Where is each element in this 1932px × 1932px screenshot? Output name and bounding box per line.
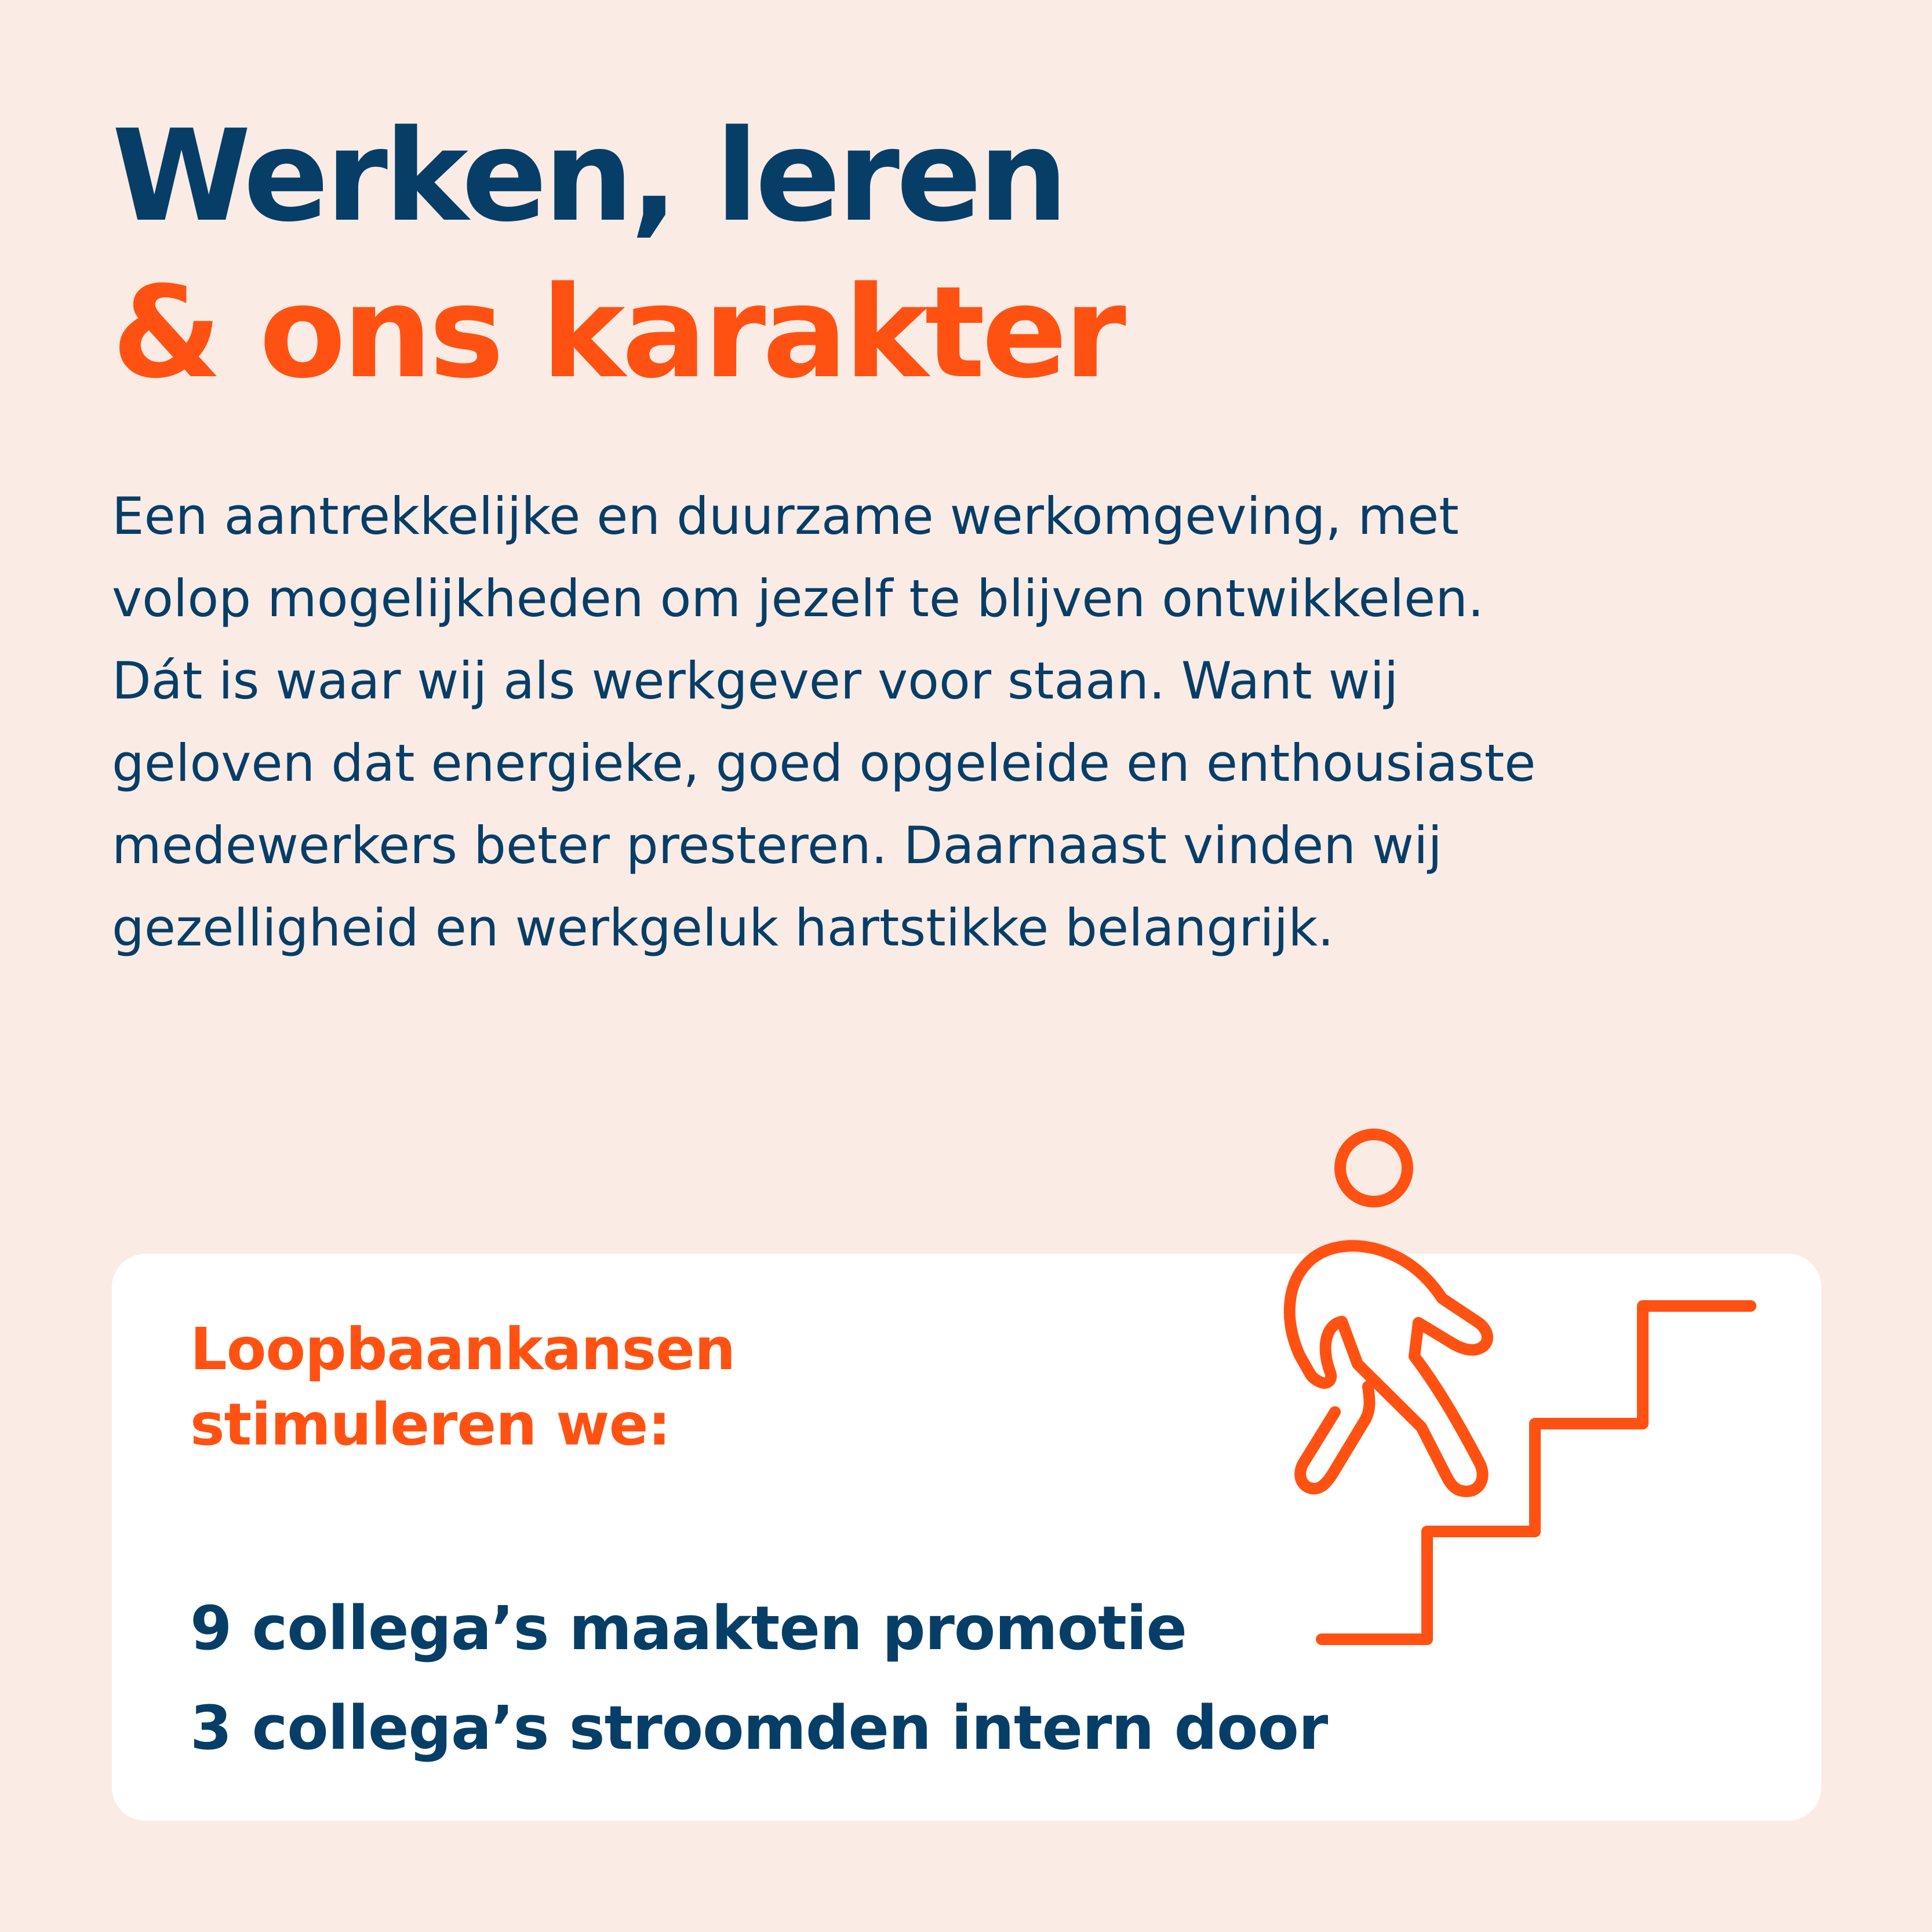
body-shape (1290, 1246, 1487, 1491)
page-title (112, 99, 1123, 412)
title-line-2: & ons karakter (112, 260, 1123, 406)
card-heading-line-1: Loopbaankansen (190, 1315, 736, 1383)
intro-line: geloven dat energieke, goed opgeleide en enthousiaste (112, 733, 1536, 793)
intro-line: medewerkers beter presteren. Daarnaast vinden wij (112, 816, 1442, 875)
stat-promotions: 9 collega’s maakten promotie (190, 1593, 1187, 1664)
intro-line: gezelligheid en werkgeluk hartstikke belangrijk. (112, 898, 1334, 958)
intro-line: volop mogelijkheden om jezelf te blijven ontwikkelen. (112, 569, 1485, 628)
intro-line: Dát is waar wij als werkgever voor staan. Want wij (112, 651, 1399, 711)
card-heading-line-2: stimuleren we: (190, 1391, 671, 1458)
person-climbing-stairs-icon (1246, 1119, 1768, 1664)
intro-paragraph (112, 475, 1851, 969)
stats-list (190, 1578, 1327, 1778)
stat-internal-moves: 3 collega’s stroomden intern door (190, 1693, 1328, 1763)
stairs-shape (1322, 1306, 1751, 1639)
head-shape (1340, 1134, 1407, 1202)
leg-shape (1300, 1387, 1369, 1489)
card-heading (190, 1312, 735, 1462)
intro-line: Een aantrekkelijke en duurzame werkomgeving, met (112, 486, 1459, 546)
title-line-1: Werken, leren (112, 103, 1065, 250)
